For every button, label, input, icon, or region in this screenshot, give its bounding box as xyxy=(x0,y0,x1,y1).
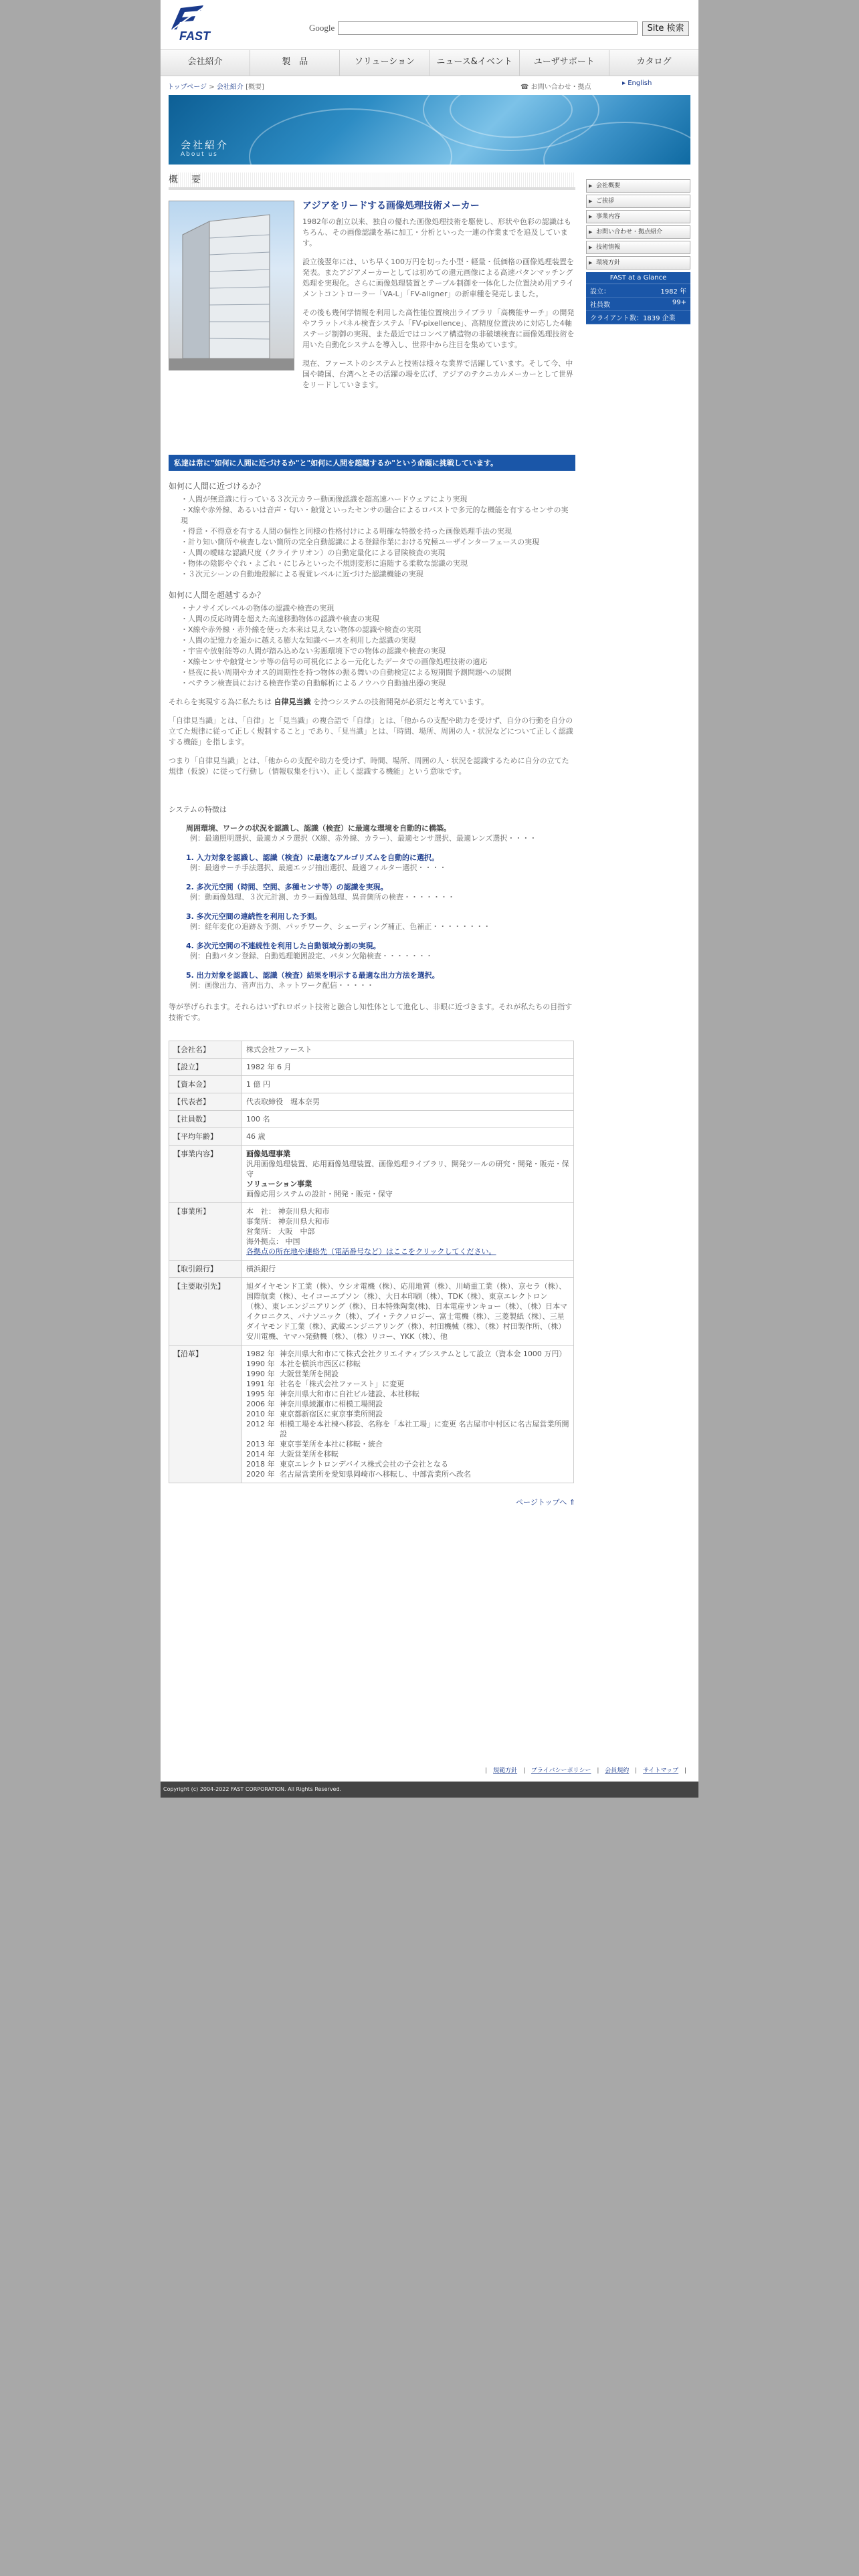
table-row xyxy=(169,1059,574,1076)
list-item: ・ ３次元シーンの自動地殻解による視覚レベルに近づけた認識機能の実現 xyxy=(181,569,575,580)
intro-p3: その後も幾何学情報を利用した高性能位置検出ライブラリ「高機能サーチ」の開発やフラットパネル検査システム「FV-pixellence」、高精度位置決めに対応した4軸ステージ制御の実現、また最近ではコンベア構造物の非破壊検査に画像処理技術を用いた自動化システムを導入し、世界中から注目を集めています。 xyxy=(302,308,575,349)
feature-title: 多次元空間（時間、空間、多種センサ等）の認識を実現。 xyxy=(196,883,388,891)
feature-title: 多次元空間の不連続性を利用した自動領域分割の実現。 xyxy=(196,942,381,950)
history-item xyxy=(246,1389,569,1399)
profile-value: 横浜銀行 xyxy=(242,1261,574,1278)
business-desc: 画像応用システムの設計・開発・販売・保守 xyxy=(246,1190,393,1198)
copyright: Copyright (c) 2004-2022 FAST CORPORATION. All Rights Reserved. xyxy=(161,1782,698,1798)
history-year: 2012 年 xyxy=(246,1420,275,1428)
features-closing: 等が挙げられます。それらはいずれロボット技術と融合し知性体として進化し、非眼に近づきます。それが私たちの目指す技術です。 xyxy=(169,1002,573,1022)
list-item: ・ 物体の陰影やぐれ・よごれ・にじみといった不規則変形に追随する柔軟な認識の実現 xyxy=(181,558,575,569)
profile-value: 46 歳 xyxy=(242,1128,574,1146)
feature-1: 1. 入力対象を認識し、認識（検査）に最適なアルゴリズムを自動的に選択。 例：最適サーチ手法選択、最適エッジ抽出選択、最適フィルター選択・・・・ xyxy=(186,852,575,873)
history-text: 神奈川県綾瀬市に相模工場開設 xyxy=(280,1400,383,1408)
table-row xyxy=(169,1093,574,1111)
history-text: 本社を横浜市西区に移転 xyxy=(280,1360,361,1368)
office-value: 神奈川県大和市 xyxy=(278,1217,330,1226)
list-item: ・ X線や赤外線・赤外線を使った本来は見えない物体の認識や検査の実現 xyxy=(181,625,575,635)
table-row xyxy=(169,1041,574,1059)
table-row xyxy=(169,1076,574,1093)
footer-link-sitemap[interactable]: サイトマップ xyxy=(643,1767,679,1774)
history-year: 1995 年 xyxy=(246,1390,275,1398)
nav-support[interactable]: ユーザサポート xyxy=(520,50,609,76)
history-text: 名古屋営業所を愛知県岡崎市へ移転し、中部営業所へ改名 xyxy=(280,1470,471,1479)
history-item xyxy=(246,1349,569,1359)
glance-box xyxy=(586,272,690,324)
list-item: ・ 昼夜に長い周期やカオス的周期性を持つ物体の振る舞いの自動検定による短期間予測問題への展開 xyxy=(181,667,575,678)
feature-title: 出力対象を認識し、認識（検査）結果を明示する最適な出力方法を選択。 xyxy=(196,971,440,980)
profile-key: 【平均年齢】 xyxy=(169,1128,242,1146)
feature-desc: 例：自動パタン登録、自動処理範囲設定、パタン欠陥検査・・・・・・・ xyxy=(190,952,433,960)
paragraph-3: つまり「自律見当識」とは、「他からの支配や助力を受けず、時間、場所、周囲の人・状況を認識するために自分の立てた規律（仮説）に従って行動し（情報収集を行い）、正しく認識する機能」という意味です。 xyxy=(169,756,569,776)
arrow-up-icon: ⇑ xyxy=(569,1498,575,1507)
intro-p2: 設立後翌年には、いち早く100万円を切った小型・軽量・低価格の画像処理装置を発表。またアジアメーカーとしては初めての還元画像による高速パタンマッチング処理を実現化。さらに画像処理装置とテーブル制御を一体化した位置決め用アライメントコントローラー「VA-L」「FV-aligner」の新車種を発売しました。 xyxy=(302,257,574,298)
q2-list xyxy=(169,603,575,689)
building-photo xyxy=(169,201,294,370)
history-year: 2010 年 xyxy=(246,1410,275,1418)
business-heading: 画像処理事業 xyxy=(246,1150,290,1158)
list-item: ・ 得意・不得意を有する人間の個性と同様の性格付けによる明確な特徴を持った画像処理手法の実現 xyxy=(181,526,575,537)
profile-key: 【取引銀行】 xyxy=(169,1261,242,1278)
breadcrumb-home[interactable]: トップページ xyxy=(167,84,207,91)
history-year: 2014 年 xyxy=(246,1450,275,1459)
profile-value: 100 名 xyxy=(242,1111,574,1128)
intro-text xyxy=(302,201,575,399)
list-item: ・ 人間が無意識に行っている３次元カラー動画像認識を超高速ハードウェアにより実現 xyxy=(181,494,575,505)
nav-solutions[interactable]: ソリューション xyxy=(340,50,430,76)
sidebar-item-business[interactable]: ▶ 事業内容 xyxy=(586,210,690,223)
footer-links xyxy=(161,1765,690,1774)
banner-subtitle: About us xyxy=(181,151,218,158)
breadcrumb-sep: > xyxy=(209,84,215,91)
list-item: ・ X線センサや触覚センサ等の信号の可視化によるー元化したデータでの画像処理技術の適応 xyxy=(181,657,575,667)
feature-desc: 例：画像出力、音声出力、ネットワーク配信・・・・・ xyxy=(190,981,374,990)
table-row xyxy=(169,1128,574,1146)
nav-news[interactable]: ニュース&イベント xyxy=(430,50,520,76)
history-item xyxy=(246,1469,569,1479)
glance-key: 社員数 xyxy=(590,302,610,309)
history-text: 大阪営業所を開設 xyxy=(280,1370,339,1378)
history-text: 神奈川県大和市にて株式会社クリエイティブシステムとして設立（資本金 1000 万円） xyxy=(280,1350,567,1358)
question-2: 如何に人間を超越するか？ xyxy=(169,591,266,600)
profile-value: 1 億 円 xyxy=(242,1076,574,1093)
banner-title: 会社紹介 xyxy=(181,139,229,151)
feature-desc: 例：最適サーチ手法選択、最適エッジ抽出選択、最適フィルター選択・・・・ xyxy=(190,863,447,872)
list-item: ・ 人間の反応時間を超えた高速移動物体の認識や検査の実現 xyxy=(181,614,575,625)
header xyxy=(161,0,698,48)
para1-bold: 自律見当識 xyxy=(274,697,311,706)
page-banner xyxy=(169,95,690,165)
footer-sep: | xyxy=(684,1767,686,1774)
history-item xyxy=(246,1369,569,1379)
history-year: 1982 年 xyxy=(246,1350,275,1358)
list-item: ・ 人間の記憶力を遥かに越える膨大な知識ベースを利用した認識の実現 xyxy=(181,635,575,646)
history-item xyxy=(246,1449,569,1459)
glance-value: 1982 年 xyxy=(660,288,686,296)
nav-products[interactable]: 製 品 xyxy=(250,50,340,76)
feature-title: 入力対象を認識し、認識（検査）に最適なアルゴリズムを自動的に選択。 xyxy=(196,853,440,862)
glance-value: 99+ xyxy=(672,299,686,306)
table-row xyxy=(169,1111,574,1128)
history-item xyxy=(246,1379,569,1389)
paragraph-2: 「自律見当識」とは、「自律」と「見当識」の複合語で「自律」とは、「他からの支配や助力を受けず、自分の行動を自分の立てた規律に従って正しく規制すること」であり、「見当識」とは、「時間、場所、周囲の人・状況などについて正しく認識する機能」を指します。 xyxy=(169,716,573,746)
list-item: ・ 計り知い箇所や検査しない箇所の完全自動認識による登録作業における究極ユーザインターフェースの実現 xyxy=(181,537,575,548)
feature-desc: 例：動画像処理、３次元計測、カラー画像処理、異音箇所の検査・・・・・・・ xyxy=(190,893,455,901)
history-item xyxy=(246,1459,569,1469)
mission-bar: 私達は常に"如何に人間に近づけるか"と"如何に人間を超越するか"という命題に挑戦しています。 xyxy=(169,455,575,471)
list-item: ・ 人間の曖昧な認識尺度（クライテリオン）の自動定量化による冒険検査の実現 xyxy=(181,548,575,558)
nav-catalog[interactable]: カタログ xyxy=(636,57,672,67)
english-label: English xyxy=(628,80,652,87)
history-year: 1990 年 xyxy=(246,1370,275,1378)
footer-sep: | xyxy=(522,1767,526,1774)
profile-key: 【代表者】 xyxy=(169,1093,242,1111)
history-year: 2018 年 xyxy=(246,1460,275,1469)
office-value: 神奈川県大和市 xyxy=(278,1207,330,1216)
profile-value xyxy=(242,1203,574,1261)
intro-p1: 1982年の創立以来、独自の優れた画像処理技術を駆使し、形状や色彩の認識はもちろん、その画像認識を基に加工・分析といった一連の作業までを追及しています。 xyxy=(302,217,571,247)
sidebar-item-tech[interactable]: ▶ 技術情報 xyxy=(586,241,690,254)
feature-top xyxy=(186,823,575,844)
table-row xyxy=(169,1203,574,1261)
para1-post: を持つシステムの技術開発が必須だと考えています。 xyxy=(313,697,489,706)
feature-top-title: 周囲環境、ワークの状況を認識し、認識（検査）に最適な環境を自動的に構築。 xyxy=(186,824,451,833)
contact-label: お問い合わせ・拠点 xyxy=(531,84,591,91)
fast-logo-icon[interactable] xyxy=(169,4,206,31)
table-row xyxy=(169,1261,574,1278)
breadcrumb-bar xyxy=(167,79,692,91)
list-item: ・ X線や赤外線、あるいは音声・匂い・触覚といったセンサの融合によるロバストで多元的な機能を有するセンサの実現 xyxy=(181,505,575,526)
site-search-button[interactable]: Site 検索 xyxy=(642,21,689,36)
office-label: 海外拠点： xyxy=(246,1237,283,1246)
business-desc: 汎用画像処理装置、応用画像処理装置、画像処理ライブラリ、開発ツールの研究・開発・販売・保守 xyxy=(246,1160,569,1178)
profile-value: 株式会社ファースト xyxy=(242,1041,574,1059)
profile-value: 旭ダイヤモンド工業（株）、ウシオ電機（株）、応用地質（株）、川崎重工業（株）、京セラ（株）、国際航業（株）、セイコーエプソン（株）、大日本印刷（株）、TDK（株）、東京エレクトロン（株）、東レエンジニアリング（株）、日本特殊陶業(株)、日本電産サンキョー（株）、（株）日本マイクロニクス、パナソニック（株）、ブイ・テクノロジー、富士電機（株）、三菱製紙（株）、三星ダイヤモンド工業（株）、武蔵エンジニアリング（株）、村田機械（株）、（株）村田製作所、（株）安川電機、ヤマハ発動機（株）、（株）リコー、YKK（株）、他 xyxy=(242,1278,574,1346)
profile-key: 【沿革】 xyxy=(169,1346,242,1483)
intro-heading: アジアをリードする画像処理技術メーカー xyxy=(302,201,480,211)
footer-sep: | xyxy=(485,1767,488,1774)
history-text: 東京事業所を本社に移転・統合 xyxy=(280,1440,383,1448)
history-year: 2006 年 xyxy=(246,1400,275,1408)
intro-p4: 現在、ファーストのシステムと技術は様々な業界で活躍しています。そして今、中国や韓国、台湾へとその活躍の場を広げ、アジアのテクニカルメーカーとして世界をリードしていきます。 xyxy=(302,359,573,389)
features-heading: システムの特徴は xyxy=(169,805,227,814)
footer-sep: | xyxy=(597,1767,599,1774)
intro-section xyxy=(169,201,575,455)
business-heading: ソリューション事業 xyxy=(246,1180,312,1188)
profile-value xyxy=(242,1146,574,1203)
nav-company[interactable]: 会社紹介 xyxy=(161,50,250,76)
profile-key: 【資本金】 xyxy=(169,1076,242,1093)
history-item xyxy=(246,1419,569,1439)
profile-key: 【設立】 xyxy=(169,1059,242,1076)
breadcrumb xyxy=(167,81,264,91)
logo-text: FAST xyxy=(179,29,211,43)
profile-key: 【会社名】 xyxy=(169,1041,242,1059)
table-row xyxy=(169,1278,574,1346)
glance-row xyxy=(586,284,690,298)
sidebar-item-overview[interactable]: ▶ 会社概要 xyxy=(586,179,690,193)
history-item xyxy=(246,1409,569,1419)
footer-link-privacy[interactable]: プライバシーポリシー xyxy=(531,1767,591,1774)
feature-title: 多次元空間の連続性を利用した予測。 xyxy=(196,912,322,921)
footer-link-policy[interactable]: 規範方針 xyxy=(493,1767,518,1774)
history-text: 東京エレクトロンデバイス株式会社の子会社となる xyxy=(280,1460,449,1469)
main-content xyxy=(169,173,575,1507)
sidebar-item-contact[interactable]: ▶ お問い合わせ・拠点紹介 xyxy=(586,225,690,239)
history-year: 2013 年 xyxy=(246,1440,275,1448)
office-label: 事業所： xyxy=(246,1217,276,1226)
office-value: 大阪 中部 xyxy=(278,1227,315,1236)
history-item xyxy=(246,1399,569,1409)
q1-list xyxy=(169,494,575,580)
profile-key: 【社員数】 xyxy=(169,1111,242,1128)
history-item xyxy=(246,1359,569,1369)
global-nav xyxy=(161,49,698,76)
feature-4: 4. 多次元空間の不連続性を利用した自動領域分割の実現。 例：自動パタン登録、自動処理範囲設定、パタン欠陥検査・・・・・・・ xyxy=(186,940,575,962)
profile-key: 【事業内容】 xyxy=(169,1146,242,1203)
page-top-label: ページトップへ xyxy=(516,1498,567,1507)
company-profile-table xyxy=(169,1041,574,1483)
glance-row xyxy=(586,311,690,324)
office-list-link[interactable]: 各拠点の所在地や連絡先（電話番号など）はここをクリックしてください。 xyxy=(246,1247,496,1256)
breadcrumb-current: [概要] xyxy=(246,84,264,91)
history-list xyxy=(242,1346,574,1483)
sidebar-item-greeting[interactable]: ▶ ご挨拶 xyxy=(586,195,690,208)
history-item xyxy=(246,1439,569,1449)
office-value: 中国 xyxy=(285,1237,300,1246)
feature-2: 2. 多次元空間（時間、空間、多種センサ等）の認識を実現。 例：動画像処理、３次元計測、カラー画像処理、異音箇所の検査・・・・・・・ xyxy=(186,881,575,903)
list-item: ・ 宇宙や放射能等の人間が踏み込めない劣悪環境下での物体の認識や検査の実現 xyxy=(181,646,575,657)
history-text: 社名を「株式会社ファースト」に変更 xyxy=(280,1380,405,1388)
page xyxy=(161,0,698,1798)
glance-key: 設立： xyxy=(590,288,610,296)
google-label: Google xyxy=(309,23,335,33)
history-year: 1990 年 xyxy=(246,1360,275,1368)
contact-link[interactable]: ☎ お問い合わせ・拠点 xyxy=(520,84,591,91)
office-label: 営業所： xyxy=(246,1227,276,1236)
page-top-link[interactable] xyxy=(169,1497,575,1507)
list-item: ・ ベテラン検査員における検査作業の自動解析によるノウハウ自動抽出器の実現 xyxy=(181,678,575,689)
sidebar-item-environment[interactable]: ▶ 環境方針 xyxy=(586,256,690,270)
search-input[interactable] xyxy=(338,21,638,35)
english-link[interactable]: ▸ English xyxy=(622,80,652,87)
para1-pre: それらを実現する為に私たちは xyxy=(169,697,272,706)
paragraph-1 xyxy=(169,697,575,708)
glance-title: FAST at a Glance xyxy=(586,272,690,284)
glance-key: クライアント数：1839 企業 xyxy=(590,315,676,322)
history-text: 東京都新宿区に東京事業所開設 xyxy=(280,1410,383,1418)
feature-3: 3. 多次元空間の連続性を利用した予測。 例：経年変化の追跡＆予測、パッチワーク、シェーディング補正、色補正・・・・・・・・ xyxy=(186,911,575,932)
footer-sep: | xyxy=(635,1767,638,1774)
breadcrumb-parent[interactable]: 会社紹介 xyxy=(216,84,244,91)
feature-desc: 例：経年変化の追跡＆予測、パッチワーク、シェーディング補正、色補正・・・・・・・・ xyxy=(190,922,491,931)
history-year: 1991 年 xyxy=(246,1380,275,1388)
profile-key: 【事業所】 xyxy=(169,1203,242,1261)
glance-row xyxy=(586,298,690,311)
office-label: 本 社： xyxy=(246,1207,276,1216)
feature-top-desc: 例：最適照明選択、最適カメラ選択（X線、赤外線、カラー）、最適センサ選択、最適レンズ選択・・・・ xyxy=(190,834,537,843)
history-text: 相模工場を本社棟へ移設、名称を「本社工場」に変更 名古屋市中村区に名古屋営業所開設 xyxy=(280,1420,569,1438)
history-text: 神奈川県大和市に自社ビル建設、本社移転 xyxy=(280,1390,419,1398)
list-item: ・ ナノサイズレベルの物体の認識や検査の実現 xyxy=(181,603,575,614)
question-1: 如何に人間に近づけるか？ xyxy=(169,481,266,491)
profile-key: 【主要取引先】 xyxy=(169,1278,242,1346)
page-title: 概 要 xyxy=(169,173,575,190)
history-year: 2020 年 xyxy=(246,1470,275,1479)
table-row xyxy=(169,1146,574,1203)
profile-value: 代表取締役 堀本奈男 xyxy=(242,1093,574,1111)
sidebar xyxy=(586,179,690,324)
footer-link-terms[interactable]: 会員規約 xyxy=(605,1767,630,1774)
profile-value: 1982 年 6 月 xyxy=(242,1059,574,1076)
history-text: 大阪営業所を移転 xyxy=(280,1450,339,1459)
feature-5: 5. 出力対象を認識し、認識（検査）結果を明示する最適な出力方法を選択。 例：画像出力、音声出力、ネットワーク配信・・・・・ xyxy=(186,970,575,991)
table-row xyxy=(169,1346,574,1483)
